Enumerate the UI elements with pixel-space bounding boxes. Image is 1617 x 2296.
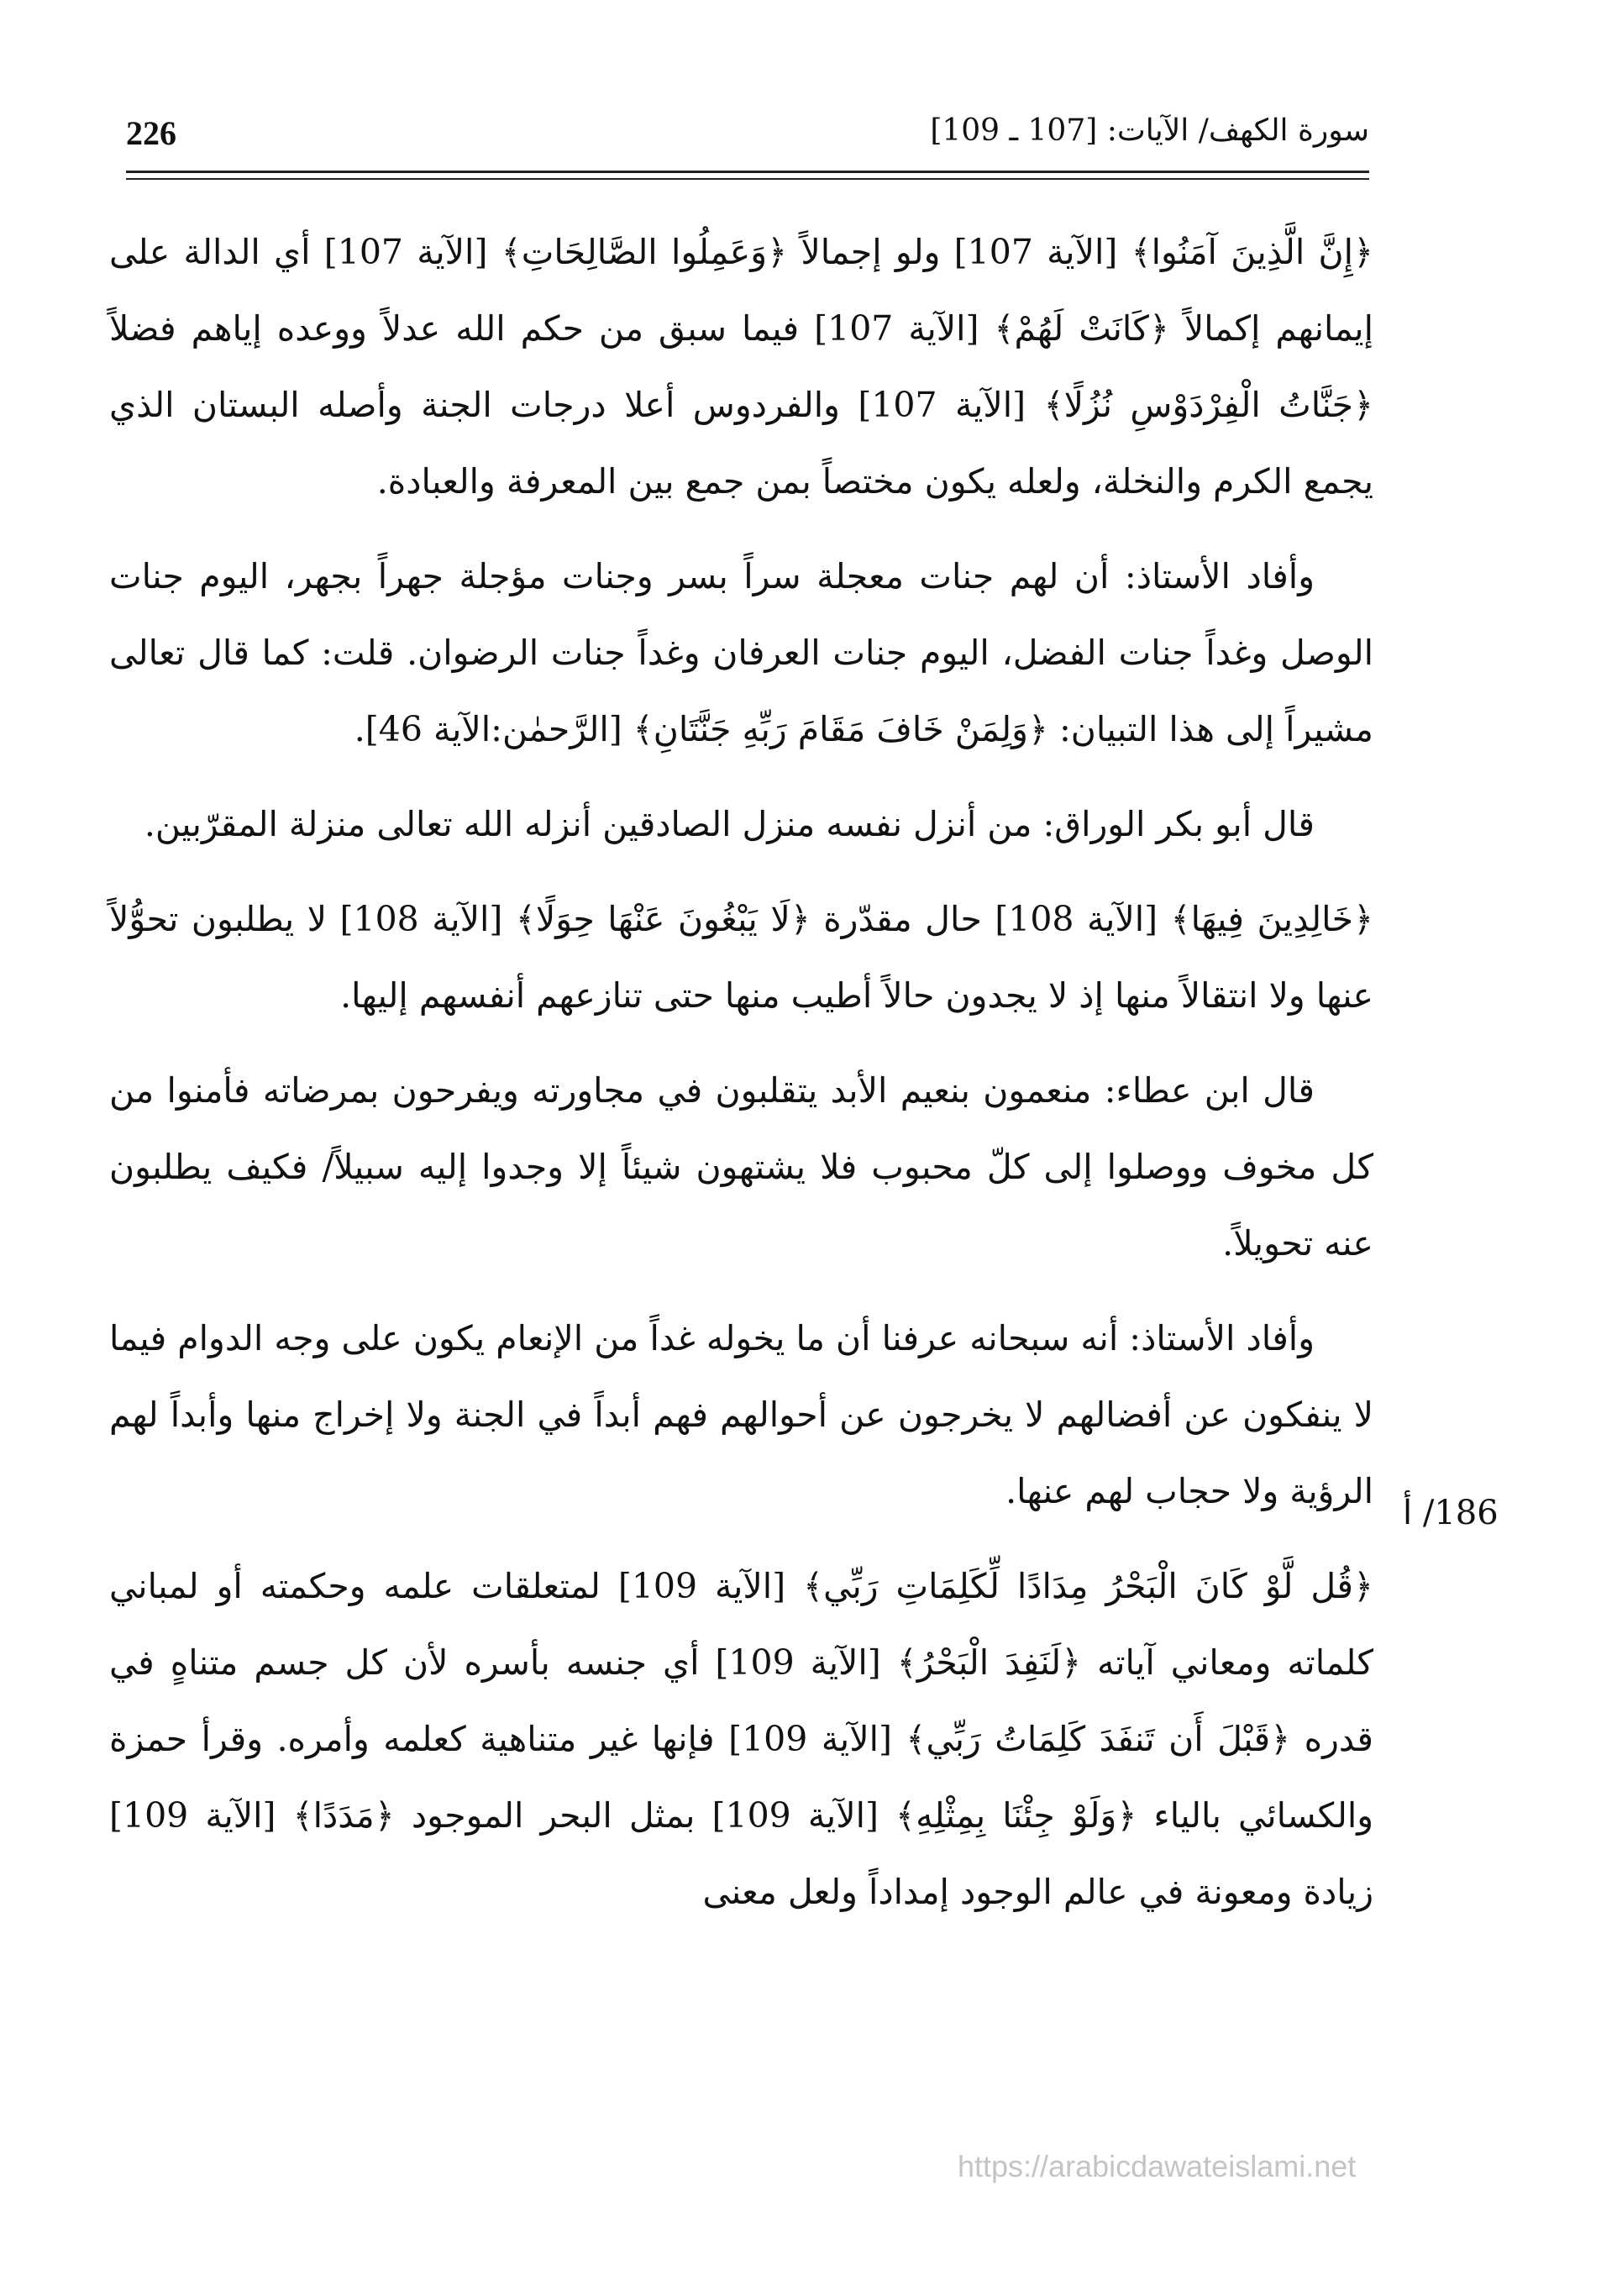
paragraph: وأفاد الأستاذ: أنه سبحانه عرفنا أن ما يخوله غداً من الإنعام يكون على وجه الدوام فيما لا ينفكون عن أفضالهم لا يخرجون عن أحوالهم فهم أبداً في الجنة ولا إخراج منها وأبداً لهم الرؤية ولا حجاب لهم عنها. (109, 1318, 1373, 1511)
paragraph: ﴿قُل لَّوْ كَانَ الْبَحْرُ مِدَادًا لِّكَلِمَاتِ رَبِّي﴾ [الآية 109] لمتعلقات علمه وحكمته أو لمباني كلماته ومعاني آياته ﴿لَنَفِدَ الْبَحْرُ﴾ [الآية 109] أي جنسه بأسره لأن كل جسم متناهٍ في قدره ﴿قَبْلَ أَن تَنفَدَ كَلِمَاتُ رَبِّي﴾ [الآية 109] فإنها غير متناهية كعلمه وأمره. وقرأ حمزة والكسائي بالياء ﴿وَلَوْ جِئْنَا بِمِثْلِهِ﴾ [الآية 109] بمثل البحر الموجود ﴿مَدَدًا﴾ [الآية 109] زيادة ومعونة في عالم الوجود إمداداً ولعل معنى (109, 1566, 1374, 1912)
paragraph: قال أبو بكر الوراق: من أنزل نفسه منزل الصادقين أنزله الله تعالى منزلة المقرّبين. (144, 804, 1315, 844)
header-rule-bottom (126, 178, 1369, 180)
paragraph: ﴿إِنَّ الَّذِينَ آمَنُوا﴾ [الآية 107] ولو إجمالاً ﴿وَعَمِلُوا الصَّالِحَاتِ﴾ [الآية 107] أي الدالة على إيمانهم إكمالاً ﴿كَانَتْ لَهُمْ﴾ [الآية 107] فيما سبق من حكم الله عدلاً ووعده إياهم فضلاً ﴿جَنَّاتُ الْفِرْدَوْسِ نُزُلًا﴾ [الآية 107] والفردوس أعلا درجات الجنة وأصله البستان الذي يجمع الكرم والنخلة، ولعله يكون مختصاً بمن جمع بين المعرفة والعبادة. (109, 232, 1374, 502)
header-rule-top (126, 171, 1369, 173)
page-number: 226 (126, 114, 176, 152)
paragraph: قال ابن عطاء: منعمون بنعيم الأبد يتقلبون في مجاورته ويفرحون بمرضاته فأمنوا من كل مخوف ووصلوا إلى كلّ محبوب فلا يشتهون شيئاً إلا وجدوا إليه سبيلاً/ فكيف يطلبون عنه تحويلاً. (109, 1070, 1373, 1264)
manuscript-folio-note: 186/ أ (1403, 1494, 1499, 1532)
paragraph: ﴿خَالِدِينَ فِيهَا﴾ [الآية 108] حال مقدّرة ﴿لَا يَبْغُونَ عَنْهَا حِوَلًا﴾ [الآية 108] لا يطلبون تحوُّلاً عنها ولا انتقالاً منها إذ لا يجدون حالاً أطيب منها حتى تنازعهم أنفسهم إليها. (109, 899, 1373, 1016)
main-text (109, 214, 1373, 1949)
paragraph: وأفاد الأستاذ: أن لهم جنات معجلة سراً بسر وجنات مؤجلة جهراً بجهر، اليوم جنات الوصل وغداً جنات الفضل، اليوم جنات العرفان وغداً جنات الرضوان. قلت: كما قال تعالى مشيراً إلى هذا التبيان: ﴿وَلِمَنْ خَافَ مَقَامَ رَبِّهِ جَنَّتَانِ﴾ [الرَّحمٰن:الآية 46]. (109, 556, 1373, 749)
page-header (126, 113, 1369, 164)
watermark-url: https://arabicdawateislami.net (958, 2149, 1357, 2183)
running-head: سورة الكهف/ الآيات: [107 ـ 109] (930, 113, 1369, 148)
